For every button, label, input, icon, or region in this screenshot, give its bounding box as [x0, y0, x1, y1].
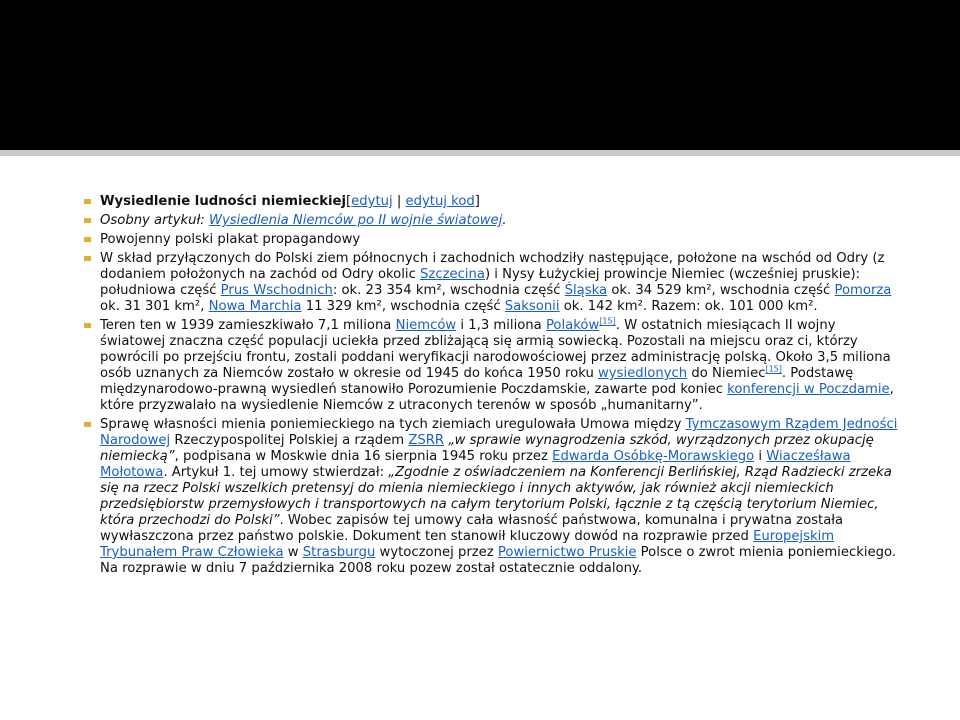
text: ) i Nysy Łużyckiej prowincje Niemiec (wcześniej pruskie): południowa część	[100, 267, 861, 298]
text: . Wobec zapisów tej umowy cała własność państwowa, komunalna i prywatna została wywłaszczona przez państwo polskie. Dokument ten stanowił kluczowy dowód na rozprawie przed	[100, 513, 844, 544]
edit-separator: |	[392, 194, 406, 209]
poster-caption: Powojenny polski plakat propagandowy	[100, 232, 361, 247]
link-prus-wschodnich[interactable]: Prus Wschodnich	[220, 283, 333, 298]
text: Rzeczypospolitej Polskiej a rządem	[170, 433, 409, 448]
text: w	[283, 545, 303, 560]
text: wytoczonej przez	[375, 545, 498, 560]
text: i	[754, 449, 767, 464]
link-osobka-morawski[interactable]: Edwarda Osóbkę-Morawskiego	[552, 449, 755, 464]
title-band	[0, 0, 960, 150]
bullet-marker	[84, 218, 91, 223]
link-polacy[interactable]: Polaków	[545, 318, 600, 333]
main-article-link[interactable]: Wysiedlenia Niemców po II wojnie światowej	[208, 213, 503, 228]
edit-code-link[interactable]: edytuj kod	[405, 194, 475, 209]
list-item-property	[84, 417, 904, 577]
text: . Artykuł 1. tej umowy stwierdzał:	[163, 465, 389, 480]
text: , podpisana w Moskwie dnia 16 sierpnia 1945 roku przez	[174, 449, 553, 464]
bullet-marker	[84, 323, 91, 328]
text: . Podstawę międzynarodowo-prawną wysiedleń stanowiło Porozumienie Poczdamskie, zawarte pod koniec	[100, 366, 854, 397]
list-item-population	[84, 318, 904, 414]
link-strasburg[interactable]: Strasburgu	[302, 545, 376, 560]
text: W skład przyłączonych do Polski ziem północnych i zachodnich wchodziły następujące, położone na wschód od Odry (z dodaniem położonych na zachód od Odry okolic	[100, 251, 885, 282]
link-nowa-marchia[interactable]: Nowa Marchia	[208, 299, 302, 314]
list-item-poster-caption	[84, 232, 904, 248]
bullet-marker	[84, 237, 91, 242]
list-item-see-also	[84, 213, 904, 229]
reference-link[interactable]: [15]	[599, 316, 616, 326]
link-konferencja-poczdamska[interactable]: konferencji w Poczdamie	[727, 382, 890, 397]
text: 11 329 km², wschodnia część	[301, 299, 505, 314]
link-etpc[interactable]: Europejskim Trybunałem Praw Człowieka	[100, 529, 835, 560]
see-also-suffix: .	[502, 213, 507, 228]
bullet-marker	[84, 256, 91, 261]
text: do Niemiec	[687, 366, 766, 381]
bullet-list	[84, 194, 904, 580]
link-tymczasowy-rzad[interactable]: Tymczasowym Rządem Jedności Narodowej	[100, 417, 898, 448]
list-item-territories	[84, 251, 904, 315]
section-heading: Wysiedlenie ludności niemieckiej	[100, 194, 347, 209]
text: : ok. 23 354 km², wschodnia część	[332, 283, 565, 298]
link-molotow[interactable]: Wiacześława Mołotowa	[100, 449, 851, 480]
link-niemcy[interactable]: Niemców	[395, 318, 457, 333]
text: . W ostatnich miesiącach II wojny światowej znaczna część populacji uciekła przed zbliżającą się armią sowiecką. Pozostali na miejscu oraz ci, którzy powrócili po przejściu frontu, zostali poddani weryfikacji narodowościowej przez administrację polską. Około 3,5 miliona osób uznanych za Niemców zostało w okresie od 1945 do końca 1950 roku	[100, 318, 891, 381]
text: , które przyzwalało na wysiedlenie Niemców z utraconych terenów w sposób „humanitarny”.	[100, 382, 894, 413]
bullet-marker	[84, 422, 91, 427]
link-wysiedleni[interactable]: wysiedlonych	[598, 366, 688, 381]
bracket-open: [	[346, 194, 352, 209]
italic-text: „w sprawie wynagrodzenia szkód, wyrządzonych przez okupację niemiecką”	[100, 433, 874, 464]
link-saksonia[interactable]: Saksonii	[504, 299, 560, 314]
link-pomorze[interactable]: Pomorza	[834, 283, 892, 298]
bullet-marker	[84, 199, 91, 204]
text: ok. 34 529 km², wschodnia część	[607, 283, 835, 298]
text: Teren ten w 1939 zamieszkiwało 7,1 miliona	[100, 318, 396, 333]
reference-link[interactable]: [15]	[765, 364, 782, 374]
link-zsrr[interactable]: ZSRR	[408, 433, 445, 448]
see-also-prefix: Osobny artykuł:	[100, 213, 209, 228]
italic-quote: „Zgodnie z oświadczeniem na Konferencji Berlińskiej, Rząd Radziecki zrzeka się na rzecz Polski wszelkich pretensyj do mienia niemieckiego i innych aktywów, jak również akcji niemieckich przedsiębiorstw przemysłowych i transportowych na całym terytorium Polski, łącznie z tą częścią terytorium Niemiec, która przechodzi do Polski”	[100, 465, 892, 528]
link-szczecin[interactable]: Szczecina	[420, 267, 485, 282]
link-powiernictwo-pruskie[interactable]: Powiernictwo Pruskie	[497, 545, 637, 560]
link-slask[interactable]: Śląska	[564, 283, 608, 298]
text: Polsce o zwrot mienia poniemieckiego. Na rozprawie w dniu 7 października 2008 roku pozew został ostatecznie oddalony.	[100, 545, 897, 576]
text: i 1,3 miliona	[456, 318, 546, 333]
text: ok. 142 km². Razem: ok. 101 000 km².	[559, 299, 818, 314]
text: Sprawę własności mienia poniemieckiego na tych ziemiach uregulowała Umowa między	[100, 417, 686, 432]
content-area	[0, 156, 960, 720]
edit-link[interactable]: edytuj	[351, 194, 393, 209]
text: ok. 31 301 km²,	[100, 299, 209, 314]
bracket-close: ]	[474, 194, 480, 209]
list-item-section-heading	[84, 194, 904, 210]
